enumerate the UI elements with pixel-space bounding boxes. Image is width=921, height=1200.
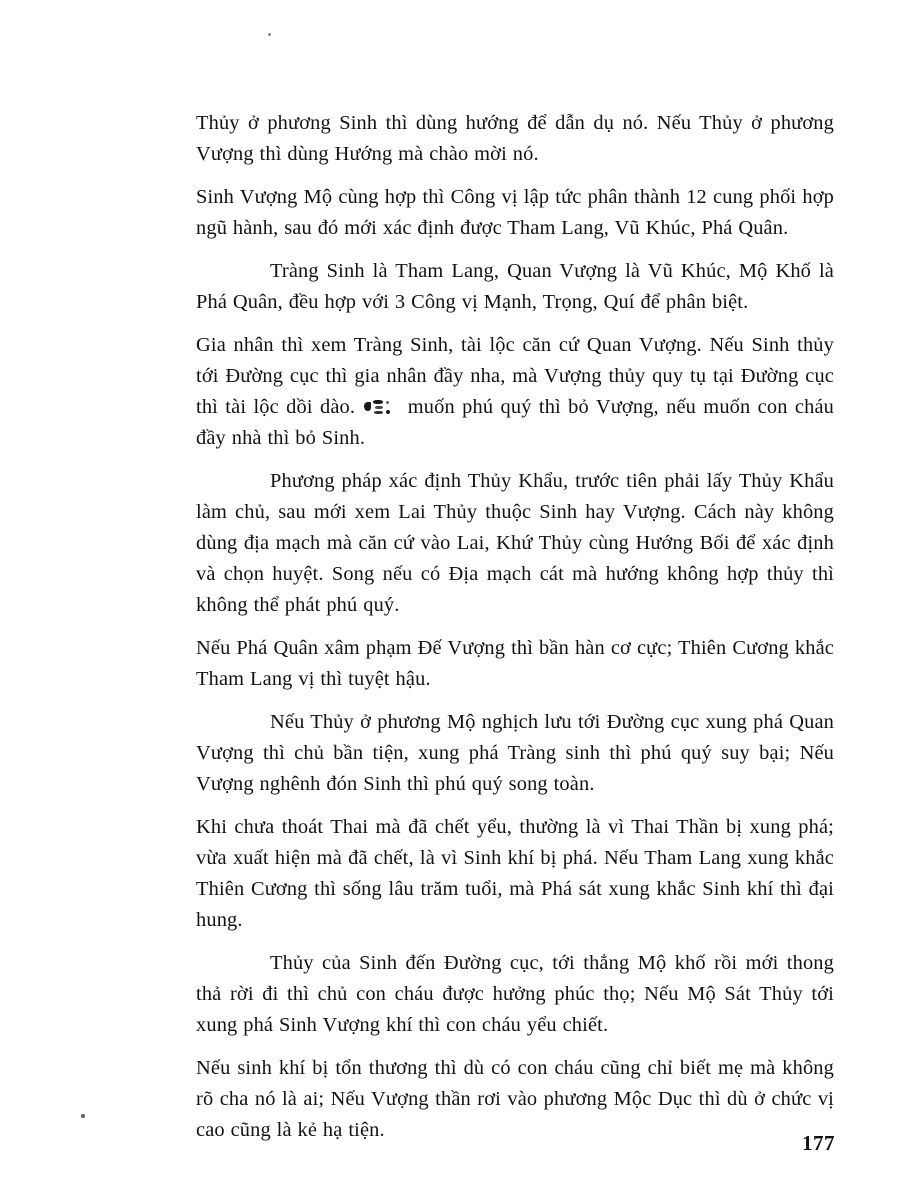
paragraph-text: Khi chưa thoát Thai mà đã chết yểu, thường là vì Thai Thần bị xung phá; vừa xuất hiện mà đã chết, là vì Sinh khí bị phá. Nếu Tham Lang xung khắc Thiên Cương thì sống lâu trăm tuổi, mà Phá sát xung khắc Sinh khí thì đại hung. (196, 816, 834, 931)
paragraph-1 (196, 108, 834, 170)
paragraph-3 (196, 256, 834, 318)
paragraph-text: Nếu Phá Quân xâm phạm Đế Vượng thì bần hàn cơ cực; Thiên Cương khắc Tham Lang vị thì tuyệt hậu. (196, 637, 834, 690)
paragraph-7 (196, 707, 834, 800)
scan-speck-icon (268, 33, 271, 36)
paragraph-text: Phương pháp xác định Thủy Khẩu, trước tiên phải lấy Thủy Khẩu làm chủ, sau mới xem Lai Thủy thuộc Sinh hay Vượng. Cách này không dùng địa mạch mà căn cứ vào Lai, Khứ Thủy cùng Hướng Bối để xác định và chọn huyệt. Song nếu có Địa mạch cát mà hướng không hợp thủy thì không thể phát phú quý. (196, 470, 834, 616)
page-text-block (196, 108, 834, 1146)
page-number: 177 (802, 1131, 835, 1155)
paragraph-text: Nếu Thủy ở phương Mộ nghịch lưu tới Đường cục xung phá Quan Vượng thì chủ bần tiện, xung phá Tràng sinh thì phú quý suy bại; Nếu Vượng nghênh đón Sinh thì phú quý song toàn. (196, 711, 834, 795)
paragraph-text-before-damage: Gia nhân thì xem Tràng Sinh, tài lộc căn cứ Quan Vượng. Nếu Sinh thủy tới Đường cục thì gia nhân đầy nha, mà Vượng thủy quy tụ tại Đường cục thì tài lộc dồi dào. (196, 334, 834, 418)
paragraph-text: Sinh Vượng Mộ cùng hợp thì Công vị lập tức phân thành 12 cung phối hợp ngũ hành, sau đó mới xác định được Tham Lang, Vũ Khúc, Phá Quân. (196, 186, 834, 239)
paragraph-9 (196, 948, 834, 1041)
paragraph-6 (196, 633, 834, 695)
paragraph-text: Tràng Sinh là Tham Lang, Quan Vượng là Vũ Khúc, Mộ Khố là Phá Quân, đều hợp với 3 Công vị Mạnh, Trọng, Quí để phân biệt. (196, 260, 834, 313)
illegible-smudge-icon (362, 399, 400, 415)
paragraph-10 (196, 1053, 834, 1146)
paragraph-text: Thủy của Sinh đến Đường cục, tới thẳng Mộ khố rồi mới thong thả rời đi thì chủ con cháu được hưởng phúc thọ; Nếu Mộ Sát Thủy tới xung phá Sinh Vượng khí thì con cháu yểu chiết. (196, 952, 834, 1036)
paragraph-2 (196, 182, 834, 244)
paragraph-4 (196, 330, 834, 454)
paragraph-8 (196, 812, 834, 936)
paragraph-text: Thủy ở phương Sinh thì dùng hướng để dẫn dụ nó. Nếu Thủy ở phương Vượng thì dùng Hướng mà chào mời nó. (196, 112, 834, 165)
paragraph-5 (196, 466, 834, 621)
paragraph-text: Nếu sinh khí bị tổn thương thì dù có con cháu cũng chỉ biết mẹ mà không rõ cha nó là ai; Nếu Vượng thần rơi vào phương Mộc Dục thì dù ở chức vị cao cũng là kẻ hạ tiện. (196, 1057, 834, 1141)
paragraph-text-after-damage: muốn phú quý thì bỏ Vượng, nếu muốn con cháu đầy nhà thì bỏ Sinh. (196, 396, 834, 449)
scan-speck-icon (81, 1114, 85, 1118)
